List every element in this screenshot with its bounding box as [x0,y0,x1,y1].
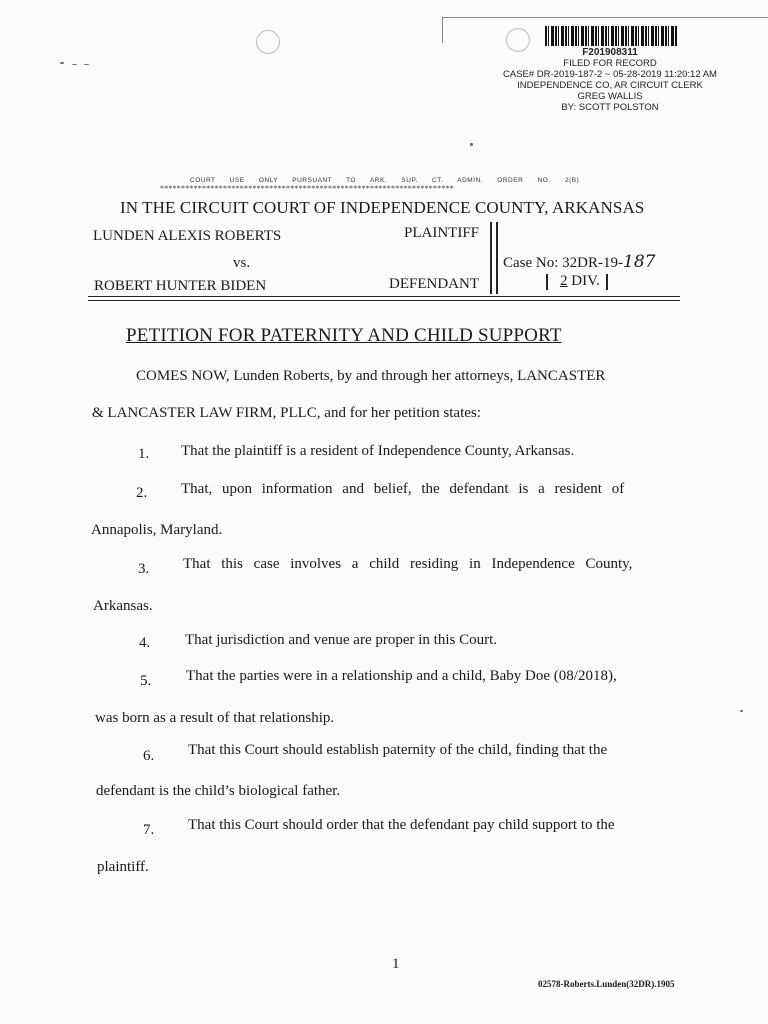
barcode [545,26,677,46]
filed-for-record: FILED FOR RECORD [563,58,657,69]
item-text: That, upon information and belief, the defendant is a resident of [181,481,625,497]
item-number: 4. [139,635,151,651]
stamp-border [442,17,768,18]
clerk-name: GREG WALLIS [577,91,643,102]
item-text: That the plaintiff is a resident of Independence County, Arkansas. [181,443,575,459]
stamp-border [442,17,443,43]
case-number-label: Case No: 32DR-19- [503,255,623,271]
item-number: 6. [143,748,155,764]
caption-rule [88,296,680,297]
punch-hole-mark [256,30,280,54]
scan-speck [470,143,473,146]
court-heading: IN THE CIRCUIT COURT OF INDEPENDENCE COUNTY, ARKANSAS [120,198,645,217]
case-filed-line: CASE# DR-2019-187-2 ~ 05-28-2019 11:20:12 AM [503,69,717,80]
item-text-continued: Arkansas. [93,598,153,614]
item-text: That this Court should establish paternity of the child, finding that the [188,742,608,758]
item-number: 5. [140,673,152,689]
item-text: That the parties were in a relationship and a child, Baby Doe (08/2018), [186,668,617,684]
plaintiff-name: LUNDEN ALEXIS ROBERTS [93,228,282,244]
defendant-name: ROBERT HUNTER BIDEN [94,278,267,294]
petition-title: PETITION FOR PATERNITY AND CHILD SUPPORT [126,325,562,346]
item-text: That this Court should order that the defendant pay child support to the [188,817,615,833]
scan-speck [72,64,77,65]
caption-divider [490,222,492,294]
clerk-office: INDEPENDENCE CO, AR CIRCUIT CLERK [517,80,703,91]
item-number: 7. [143,822,155,838]
item-number: 3. [138,561,150,577]
item-number: 1. [138,446,150,462]
case-number [503,252,655,272]
item-text-continued: was born as a result of that relationship. [95,710,335,726]
item-text-continued: defendant is the child’s biological father. [96,783,341,799]
division-label: DIV. [571,273,600,289]
star-divider: ********************************************************************** [160,184,454,193]
item-number: 2. [136,485,148,501]
intro-line-1: COMES NOW, Lunden Roberts, by and through her attorneys, LANCASTER [136,368,606,384]
item-text: That this case involves a child residing in Independence County, [183,556,633,572]
division-number: 2 [560,273,568,289]
caption-divider [496,222,498,294]
filing-stamp [470,47,750,113]
item-text-continued: plaintiff. [97,859,149,875]
file-id: F201908311 [582,47,638,58]
item-text: That jurisdiction and venue are proper in this Court. [185,632,498,648]
document-code: 02578-Roberts.Lunden(32DR).1905 [538,979,675,989]
page-number: 1 [392,956,400,972]
plaintiff-label: PLAINTIFF [404,225,480,241]
filed-by: BY: SCOTT POLSTON [561,102,659,113]
division [546,273,608,290]
caption-rule [88,300,680,301]
case-number-handwritten: 187 [623,252,656,272]
versus: vs. [233,255,251,271]
court-use-notice: COURT USE ONLY PURSUANT TO ARK. SUP. CT. ADMIN. ORDER NO. 2(B) [190,177,580,184]
scan-speck [60,62,64,64]
scan-speck [84,64,89,65]
intro-line-2: & LANCASTER LAW FIRM, PLLC, and for her petition states: [92,405,481,421]
scan-speck [740,710,743,712]
defendant-label: DEFENDANT [389,276,479,292]
item-text-continued: Annapolis, Maryland. [91,522,223,538]
